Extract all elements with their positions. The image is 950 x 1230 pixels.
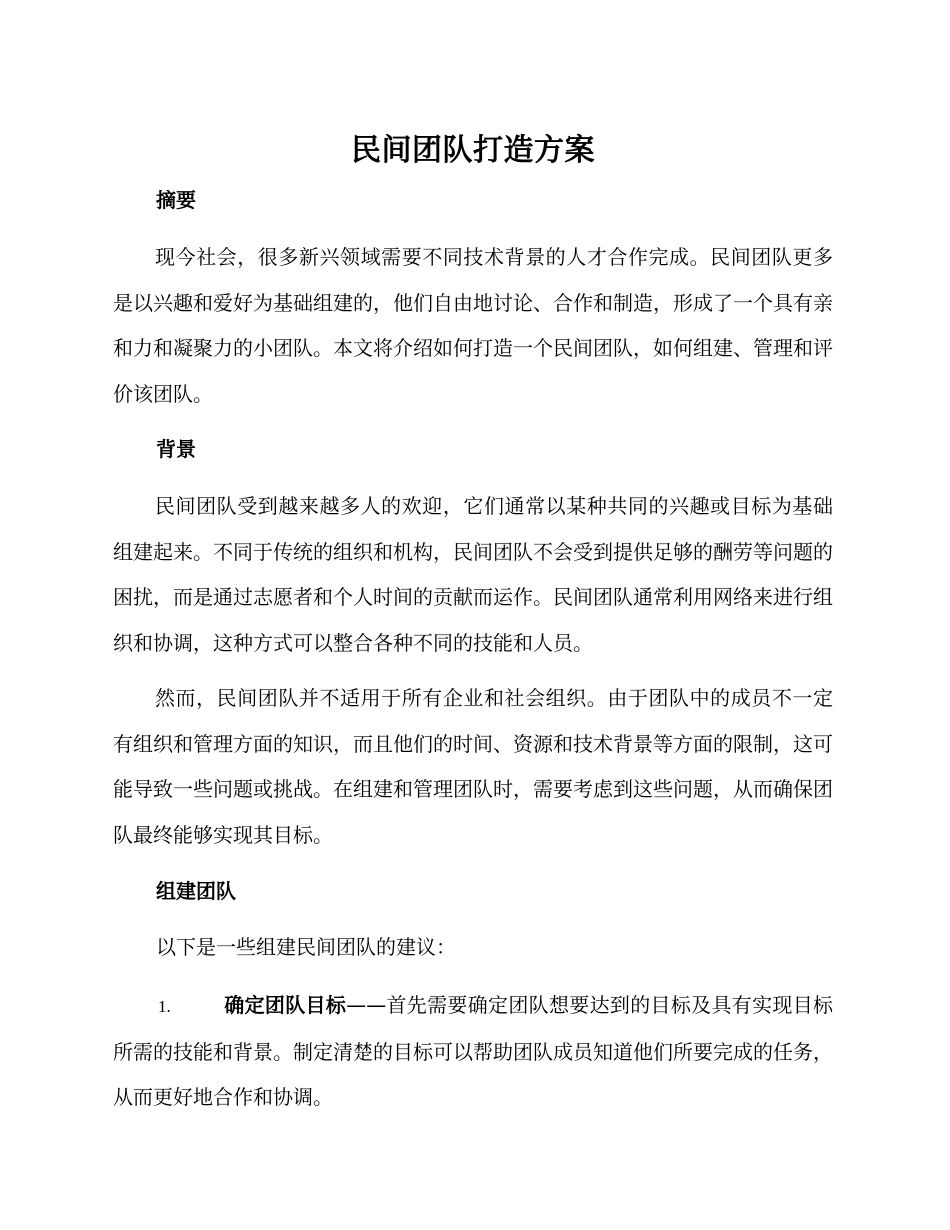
background-paragraph-2: 然而，民间团队并不适用于所有企业和社会组织。由于团队中的成员不一定有组织和管理方面的知识，而且他们的时间、资源和技术背景等方面的限制，这可能导致一些问题或挑战。在组建和管理团队时，需要考虑到这些问题，从而确保团队最终能够实现其目标。 [113, 686, 833, 847]
list-item-number: 1. [158, 997, 171, 1016]
section-heading-abstract: 摘要 [156, 188, 196, 212]
list-item [113, 983, 833, 1121]
section-heading-build-team: 组建团队 [156, 879, 236, 903]
document-title: 民间团队打造方案 [351, 133, 595, 168]
list-item-text: ——首先需要确定团队想要达到的目标及具有实现目标所需的技能和背景。制定清楚的目标可以帮助团队成员知道他们所要完成的任务，从而更好地合作和协调。 [113, 993, 834, 1109]
section-heading-background: 背景 [156, 437, 196, 461]
background-paragraph-1: 民间团队受到越来越多人的欢迎，它们通常以某种共同的兴趣或目标为基础组建起来。不同于传统的组织和机构，民间团队不会受到提供足够的酬劳等问题的困扰，而是通过志愿者和个人时间的贡献而运作。民间团队通常利用网络来进行组织和协调，这种方式可以整合各种不同的技能和人员。 [113, 494, 833, 655]
list-item-term: 确定团队目标 [224, 993, 347, 1017]
build-team-intro: 以下是一些组建民间团队的建议： [156, 935, 456, 959]
abstract-paragraph: 现今社会，很多新兴领域需要不同技术背景的人才合作完成。民间团队更多是以兴趣和爱好为基础组建的，他们自由地讨论、合作和制造，形成了一个具有亲和力和凝聚力的小团队。本文将介绍如何打造一个民间团队，如何组建、管理和评价该团队。 [113, 245, 833, 406]
